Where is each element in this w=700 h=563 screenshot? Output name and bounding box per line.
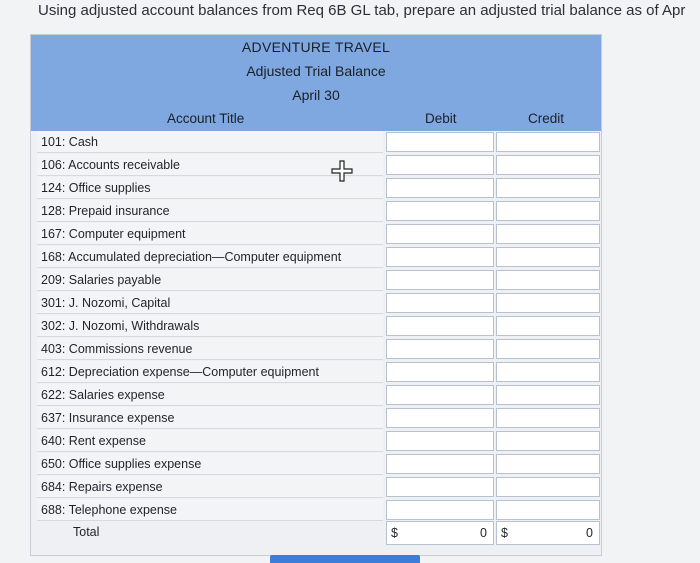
account-title: 106: Accounts receivable — [37, 154, 383, 176]
debit-input[interactable] — [386, 316, 494, 336]
total-credit-value: 0 — [586, 526, 593, 540]
account-title: 168: Accumulated depreciation—Computer equipment — [37, 246, 383, 268]
debit-input[interactable] — [386, 339, 494, 359]
total-label: Total — [73, 525, 100, 539]
account-title: 101: Cash — [37, 131, 383, 153]
credit-input[interactable] — [496, 224, 600, 244]
credit-input[interactable] — [496, 408, 600, 428]
table-row — [31, 154, 601, 177]
total-debit-currency: $ — [391, 526, 398, 540]
table-header — [31, 35, 601, 131]
credit-input[interactable] — [496, 178, 600, 198]
account-title: 650: Office supplies expense — [37, 453, 383, 475]
total-row — [31, 521, 601, 544]
debit-input[interactable] — [386, 477, 494, 497]
credit-input[interactable] — [496, 339, 600, 359]
move-cross-cursor-icon — [331, 160, 353, 182]
account-title: 124: Office supplies — [37, 177, 383, 199]
total-credit-cell — [496, 521, 600, 545]
table-row — [31, 361, 601, 384]
table-row — [31, 384, 601, 407]
debit-input[interactable] — [386, 293, 494, 313]
trial-balance-table — [30, 34, 602, 556]
account-title: 209: Salaries payable — [37, 269, 383, 291]
table-row — [31, 430, 601, 453]
table-row — [31, 338, 601, 361]
debit-input[interactable] — [386, 408, 494, 428]
account-title: 637: Insurance expense — [37, 407, 383, 429]
credit-input[interactable] — [496, 155, 600, 175]
table-row — [31, 131, 601, 154]
debit-input[interactable] — [386, 431, 494, 451]
credit-input[interactable] — [496, 132, 600, 152]
table-row — [31, 223, 601, 246]
credit-input[interactable] — [496, 500, 600, 520]
account-title: 612: Depreciation expense—Computer equipment — [37, 361, 383, 383]
account-title: 128: Prepaid insurance — [37, 200, 383, 222]
table-row — [31, 246, 601, 269]
account-title: 688: Telephone expense — [37, 499, 383, 521]
credit-input[interactable] — [496, 362, 600, 382]
account-title: 403: Commissions revenue — [37, 338, 383, 360]
account-title: 167: Computer equipment — [37, 223, 383, 245]
table-row — [31, 476, 601, 499]
debit-input[interactable] — [386, 500, 494, 520]
credit-input[interactable] — [496, 385, 600, 405]
account-title: 640: Rent expense — [37, 430, 383, 452]
debit-input[interactable] — [386, 178, 494, 198]
total-debit-cell — [386, 521, 494, 545]
credit-input[interactable] — [496, 316, 600, 336]
credit-input[interactable] — [496, 293, 600, 313]
column-debit: Debit — [425, 111, 457, 126]
account-title: 301: J. Nozomi, Capital — [37, 292, 383, 314]
report-title: Adjusted Trial Balance — [246, 63, 386, 79]
table-row — [31, 499, 601, 522]
credit-input[interactable] — [496, 201, 600, 221]
bottom-button-edge[interactable] — [270, 555, 420, 563]
credit-input[interactable] — [496, 270, 600, 290]
debit-input[interactable] — [386, 224, 494, 244]
debit-input[interactable] — [386, 454, 494, 474]
debit-input[interactable] — [386, 270, 494, 290]
debit-input[interactable] — [386, 247, 494, 267]
total-debit-value: 0 — [480, 526, 487, 540]
debit-input[interactable] — [386, 132, 494, 152]
table-row — [31, 315, 601, 338]
column-account-title: Account Title — [167, 111, 245, 126]
credit-input[interactable] — [496, 477, 600, 497]
credit-input[interactable] — [496, 454, 600, 474]
debit-input[interactable] — [386, 362, 494, 382]
total-credit-currency: $ — [501, 526, 508, 540]
table-row — [31, 269, 601, 292]
table-row — [31, 453, 601, 476]
instruction-text: Using adjusted account balances from Req 6B GL tab, prepare an adjusted trial balance as of Apr — [38, 2, 686, 19]
company-name: ADVENTURE TRAVEL — [241, 39, 391, 55]
debit-input[interactable] — [386, 385, 494, 405]
credit-input[interactable] — [496, 431, 600, 451]
credit-input[interactable] — [496, 247, 600, 267]
table-row — [31, 292, 601, 315]
account-title: 684: Repairs expense — [37, 476, 383, 498]
report-date: April 30 — [292, 87, 340, 103]
column-credit: Credit — [528, 111, 565, 126]
table-row — [31, 407, 601, 430]
table-row — [31, 177, 601, 200]
account-title: 302: J. Nozomi, Withdrawals — [37, 315, 383, 337]
account-title: 622: Salaries expense — [37, 384, 383, 406]
debit-input[interactable] — [386, 155, 494, 175]
table-row — [31, 200, 601, 223]
debit-input[interactable] — [386, 201, 494, 221]
